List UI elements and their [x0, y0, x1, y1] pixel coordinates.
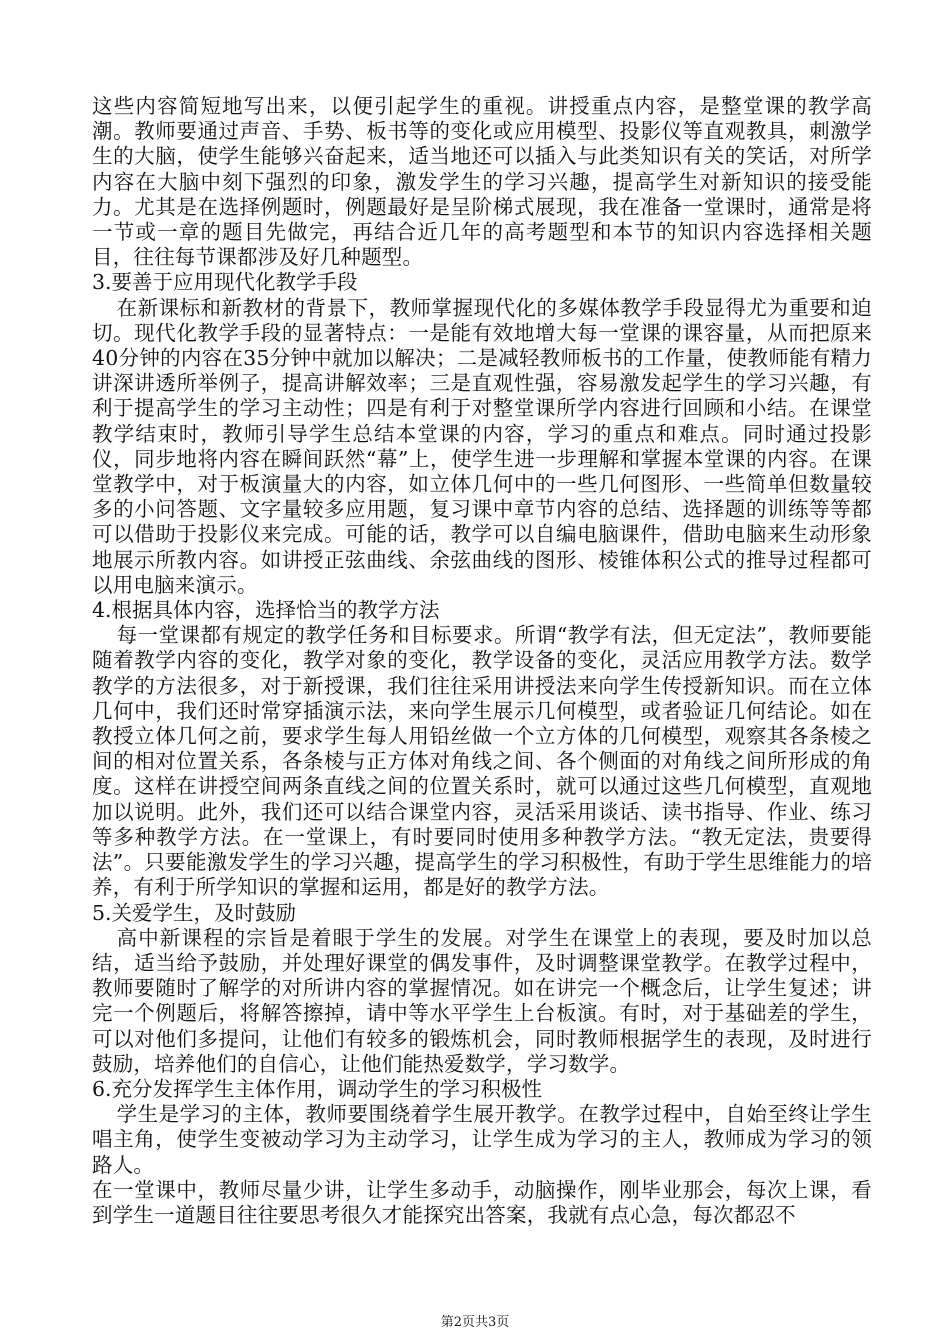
paragraph-less-lecture: 在一堂课中，教师尽量少讲，让学生多动手，动脑操作，刚毕业那会，每次上课，看到学生一道题目往往要思考很久才能探究出答案，我就有点心急，每次都忍不	[92, 1177, 872, 1227]
paragraph-key-content: 这些内容简短地写出来，以便引起学生的重视。讲授重点内容，是整堂课的教学高潮。教师要通过声音、手势、板书等的变化或应用模型、投影仪等直观教具，刺激学生的大脑，使学生能够兴奋起来，适当地还可以插入与此类知识有关的笑话，对所学内容在大脑中刻下强烈的印象，激发学生的学习兴趣，提高学生对新知识的接受能力。尤其是在选择例题时，例题最好是呈阶梯式展现，我在准备一堂课时，通常是将一节或一章的题目先做完，再结合近几年的高考题型和本节的知识内容选择相关题目，往往每节课都涉及好几种题型。	[92, 94, 872, 270]
page-number-footer: 第2页共3页	[440, 1315, 510, 1330]
section-heading-6: 6.充分发挥学生主体作用，调动学生的学习积极性	[92, 1076, 543, 1101]
paragraph-modern-teaching: 在新课标和新教材的背景下，教师掌握现代化的多媒体教学手段显得尤为重要和迫切。现代化教学手段的显著特点：一是能有效地增大每一堂课的课容量，从而把原来40分钟的内容在35分钟中就加以解决；二是减轻教师板书的工作量，使教师能有精力讲深讲透所举例子，提高讲解效率；三是直观性强，容易激发起学生的学习兴趣，有利于提高学生的学习主动性；四是有利于对整堂课所学内容进行回顾和小结。在课堂教学结束时，教师引导学生总结本堂课的内容，学习的重点和难点。同时通过投影仪，同步地将内容在瞬间跃然“幕”上，使学生进一步理解和掌握本堂课的内容。在课堂教学中，对于板演量大的内容，如立体几何中的一些几何图形、一些简单但数量较多的小问答题、文字量较多应用题，复习课中章节内容的总结、选择题的训练等等都可以借助于投影仪来完成。可能的话，教学可以自编电脑课件，借助电脑来生动形象地展示所教内容。如讲授正弦曲线、余弦曲线的图形、棱锥体积公式的推导过程都可以用电脑来演示。	[92, 295, 872, 597]
section-heading-4: 4.根据具体内容，选择恰当的教学方法	[92, 598, 440, 623]
section-heading-3: 3.要善于应用现代化教学手段	[92, 270, 358, 295]
section-heading-5: 5.关爱学生，及时鼓励	[92, 900, 297, 925]
paragraph-teaching-methods: 每一堂课都有规定的教学任务和目标要求。所谓“教学有法，但无定法”，教师要能随着教学内容的变化，教学对象的变化，教学设备的变化，灵活应用教学方法。数学教学的方法很多，对于新授课，我们往往采用讲授法来向学生传授新知识。而在立体几何中，我们还时常穿插演示法，来向学生展示几何模型，或者验证几何结论。如在教授立体几何之前，要求学生每人用铅丝做一个立方体的几何模型，观察其各条棱之间的相对位置关系，各条棱与正方体对角线之间、各个侧面的对角线之间所形成的角度。这样在讲授空间两条直线之间的位置关系时，就可以通过这些几何模型，直观地加以说明。此外，我们还可以结合课堂内容，灵活采用谈话、读书指导、作业、练习等多种教学方法。在一堂课上，有时要同时使用多种教学方法。“教无定法，贵要得法”。只要能激发学生的学习兴趣，提高学生的学习积极性，有助于学生思维能力的培养，有利于所学知识的掌握和运用，都是好的教学方法。	[92, 623, 872, 900]
document-body	[92, 94, 872, 1228]
paragraph-student-subject: 学生是学习的主体，教师要围绕着学生展开教学。在教学过程中，自始至终让学生唱主角，使学生变被动学习为主动学习，让学生成为学习的主人，教师成为学习的领路人。	[92, 1102, 872, 1177]
paragraph-care-students: 高中新课程的宗旨是着眼于学生的发展。对学生在课堂上的表现，要及时加以总结，适当给予鼓励，并处理好课堂的偶发事件，及时调整课堂教学。在教学过程中，教师要随时了解学的对所讲内容的掌握情况。如在讲完一个概念后，让学生复述；讲完一个例题后，将解答擦掉，请中等水平学生上台板演。有时，对于基础差的学生，可以对他们多提问，让他们有较多的锻炼机会，同时教师根据学生的表现，及时进行鼓励，培养他们的自信心，让他们能热爱数学，学习数学。	[92, 925, 872, 1076]
